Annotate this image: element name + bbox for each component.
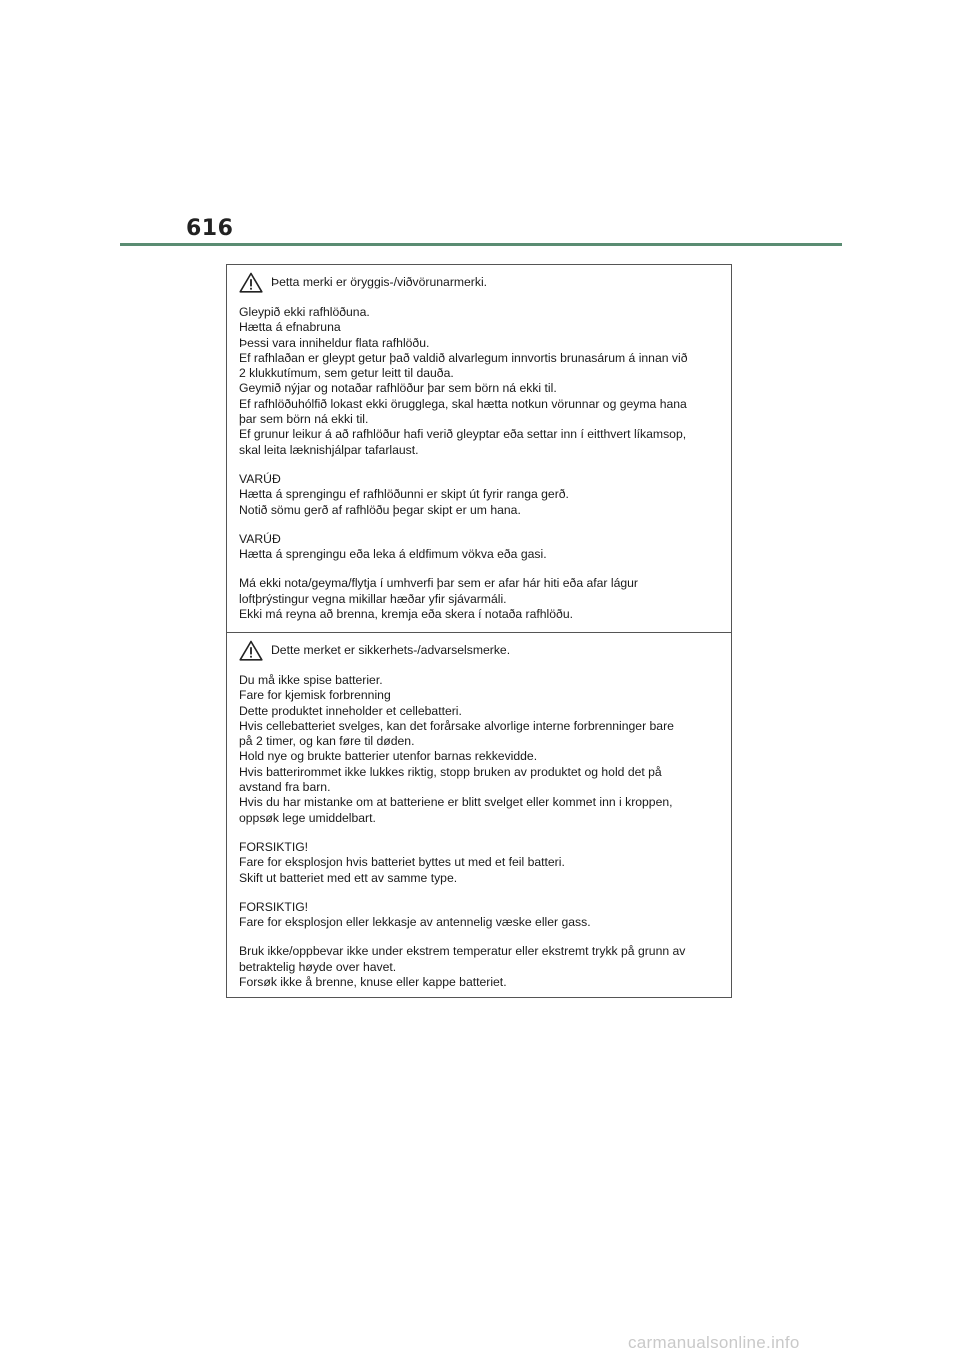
text-line: VARÚÐ: [239, 471, 281, 486]
text-line: FORSIKTIG!: [239, 839, 309, 854]
text-line: Hætta á efnabruna: [239, 320, 341, 335]
watermark-text: carmanualsonline.info: [628, 1333, 800, 1352]
paragraph: [239, 472, 721, 518]
text-line: Hætta á sprengingu eða leka á eldfimum vökva eða gasi.: [239, 547, 547, 562]
text-line: Má ekki nota/geyma/flytja í umhverfi þar sem er afar hár hiti eða afar lágur: [239, 576, 638, 591]
text-line: Hvis batterirommet ikke lukkes riktig, stopp bruken av produktet og hold det på: [239, 764, 662, 779]
text-line: betraktelig høyde over havet.: [239, 959, 397, 974]
warning-triangle-icon: [239, 272, 263, 293]
text-line: Hætta á sprengingu ef rafhlöðunni er skipt út fyrir ranga gerð.: [239, 487, 569, 502]
paragraph: [239, 900, 721, 931]
section-icelandic: [227, 265, 731, 632]
header-rule: [120, 243, 842, 246]
text-line: Gleypið ekki rafhlöðuna.: [239, 305, 370, 319]
paragraph: [239, 944, 721, 990]
warning-triangle-icon: [239, 640, 263, 661]
text-line: FORSIKTIG!: [239, 899, 309, 914]
text-line: på 2 timer, og kan føre til døden.: [239, 734, 415, 749]
text-line: Hvis cellebatteriet svelges, kan det forårsake alvorlige interne forbrenninger bare: [239, 718, 674, 733]
paragraphs: [239, 673, 721, 990]
text-line: 2 klukkutímum, sem getur leitt til dauða.: [239, 366, 454, 381]
text-line: Notið sömu gerð af rafhlöðu þegar skipt er um hana.: [239, 502, 521, 517]
paragraph: [239, 576, 721, 622]
paragraphs: [239, 305, 721, 622]
heading-text: Dette merket er sikkerhets-/advarselsmerke.: [271, 643, 511, 657]
text-line: Bruk ikke/oppbevar ikke under ekstrem temperatur eller ekstremt trykk på grunn av: [239, 944, 686, 959]
text-line: Dette produktet inneholder et cellebatteri.: [239, 703, 462, 718]
text-line: Hvis du har mistanke om at batteriene er blitt svelget eller kommet inn i kroppen,: [239, 795, 673, 810]
heading-text: Þetta merki er öryggis-/viðvörunarmerki.: [271, 275, 488, 289]
text-line: Ef grunur leikur á að rafhlöður hafi verið gleyptar eða settar inn í eitthvert líkamsop,: [239, 427, 687, 442]
text-line: Fare for kjemisk forbrenning: [239, 688, 391, 703]
text-line: Ekki má reyna að brenna, kremja eða skera í notaða rafhlöðu.: [239, 607, 573, 622]
text-line: avstand fra barn.: [239, 780, 331, 795]
warning-notice-box: [226, 264, 732, 998]
text-line: Ef rafhlaðan er gleypt getur það valdið alvarlegum innvortis brunasárum á innan við: [239, 350, 688, 365]
text-line: loftþrýstingur vegna mikillar hæðar yfir sjávarmáli.: [239, 591, 507, 606]
section-heading: [239, 271, 721, 293]
text-line: VARÚÐ: [239, 531, 281, 546]
paragraph: [239, 532, 721, 563]
section-norwegian: [227, 632, 731, 999]
text-line: Ef rafhlöðuhólfið lokast ekki örugglega, skal hætta notkun vörunnar og geyma hana: [239, 396, 687, 411]
paragraph: [239, 840, 721, 886]
text-line: oppsøk lege umiddelbart.: [239, 810, 376, 825]
text-line: Geymið nýjar og notaðar rafhlöður þar sem börn ná ekki til.: [239, 381, 557, 396]
text-line: Du må ikke spise batterier.: [239, 673, 383, 687]
section-heading: [239, 639, 721, 661]
paragraph: [239, 305, 721, 458]
text-line: skal leita læknishjálpar tafarlaust.: [239, 442, 419, 457]
text-line: Fare for eksplosjon eller lekkasje av antennelig væske eller gass.: [239, 915, 591, 930]
paragraph: [239, 673, 721, 826]
text-line: Fare for eksplosjon hvis batteriet byttes ut med et feil batteri.: [239, 855, 565, 870]
text-line: Þessi vara inniheldur flata rafhlöðu.: [239, 335, 430, 350]
text-line: Hold nye og brukte batterier utenfor barnas rekkevidde.: [239, 749, 538, 764]
text-line: Forsøk ikke å brenne, knuse eller kappe batteriet.: [239, 975, 507, 990]
page-number: 616: [186, 216, 234, 241]
text-line: Skift ut batteriet med ett av samme type.: [239, 870, 458, 885]
text-line: þar sem börn ná ekki til.: [239, 412, 369, 427]
